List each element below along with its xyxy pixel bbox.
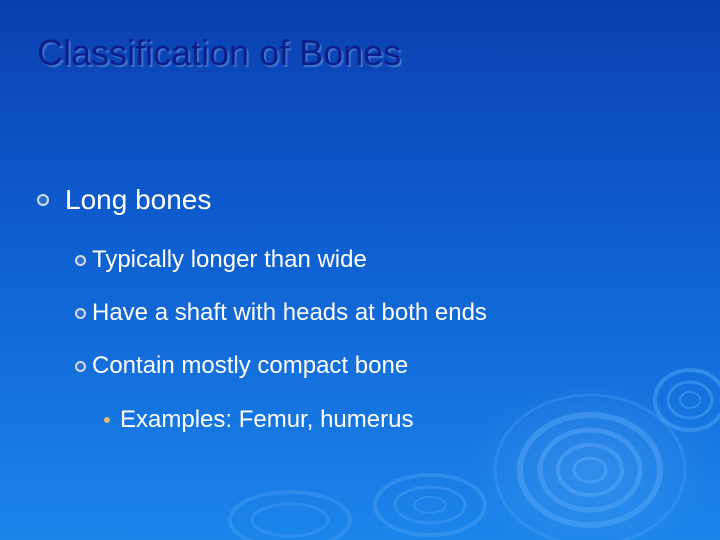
sub-bullet-text: Typically longer than wide <box>92 246 367 273</box>
sub-sub-bullet-examples <box>104 403 413 437</box>
bullet-text: Long bones <box>65 184 212 215</box>
sub-bullet-typically-longer <box>72 243 367 277</box>
sub-bullet-text: Have a shaft with heads at both ends <box>92 299 487 326</box>
slide-title: Classification of Bones <box>37 32 402 73</box>
sub-bullet-compact-bone <box>72 349 408 383</box>
hollow-circle-bullet-icon <box>75 361 86 372</box>
bullet-long-bones <box>37 180 211 220</box>
sub-bullet-text: Contain mostly compact bone <box>92 352 409 379</box>
hollow-circle-bullet-icon <box>75 255 86 266</box>
hollow-circle-bullet-icon <box>37 194 49 206</box>
hollow-circle-bullet-icon <box>75 308 86 319</box>
sub-bullet-shaft-heads <box>72 296 487 330</box>
sub-sub-bullet-text: Examples: Femur, humerus <box>120 406 414 433</box>
filled-dot-bullet-icon <box>104 417 110 423</box>
